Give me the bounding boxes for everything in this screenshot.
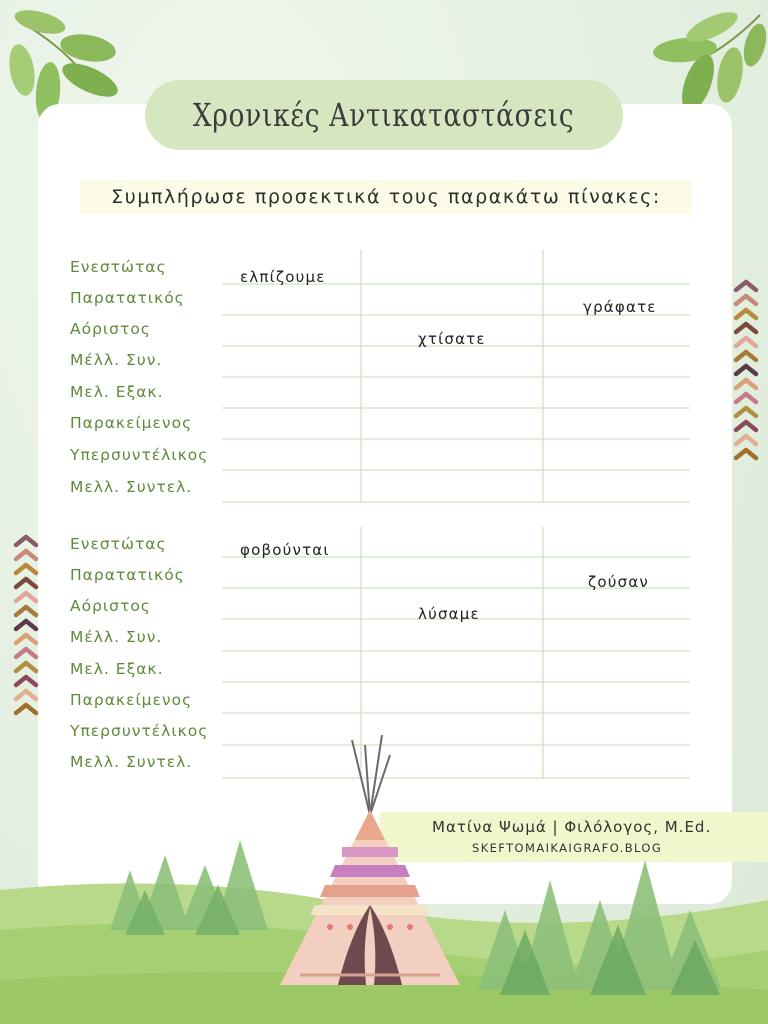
tense-label: Υπερσυντέλικος <box>70 446 209 464</box>
page-title: Χρονικές Αντικαταστάσεις <box>193 96 575 134</box>
title-banner <box>145 80 623 150</box>
author-name: Ματίνα Ψωμά | Φιλόλογος, M.Ed. <box>432 818 712 836</box>
teepee-icon <box>270 735 470 1000</box>
chevron-pattern-icon <box>12 533 40 723</box>
tense-label: Αόριστος <box>70 320 151 338</box>
tense-label: Μελλ. Συντελ. <box>70 478 193 496</box>
tense-label: Μέλλ. Συν. <box>70 628 163 646</box>
given-verb: γράφατε <box>583 298 657 316</box>
tense-label: Υπερσυντέλικος <box>70 722 209 740</box>
leaf-branch-icon <box>640 5 768 115</box>
conjugation-table <box>0 250 768 530</box>
tense-label: Παρακείμενος <box>70 414 193 432</box>
given-verb: χτίσατε <box>418 330 486 348</box>
tense-label: Ενεστώτας <box>70 258 167 276</box>
instruction-banner <box>80 180 692 214</box>
given-verb: ζούσαν <box>588 573 649 591</box>
given-verb: φοβούνται <box>240 541 330 559</box>
tense-label: Μελ. Εξακ. <box>70 383 164 401</box>
tense-label: Μελ. Εξακ. <box>70 660 164 678</box>
chevron-pattern-icon <box>732 278 760 468</box>
tense-label: Ενεστώτας <box>70 535 167 553</box>
tense-label: Παρατατικός <box>70 566 185 584</box>
given-verb: λύσαμε <box>418 605 480 623</box>
tense-label: Παρακείμενος <box>70 691 193 709</box>
tense-label: Μελλ. Συντελ. <box>70 753 193 771</box>
blog-link[interactable]: SKEFTOMAIKAIGRAFO.BLOG <box>472 841 663 855</box>
instruction-text: Συμπλήρωσε προσεκτικά τους παρακάτω πίνακες: <box>111 186 661 208</box>
tense-label: Αόριστος <box>70 597 151 615</box>
tense-label: Μέλλ. Συν. <box>70 351 163 369</box>
given-verb: ελπίζουμε <box>240 268 326 286</box>
tense-label: Παρατατικός <box>70 289 185 307</box>
